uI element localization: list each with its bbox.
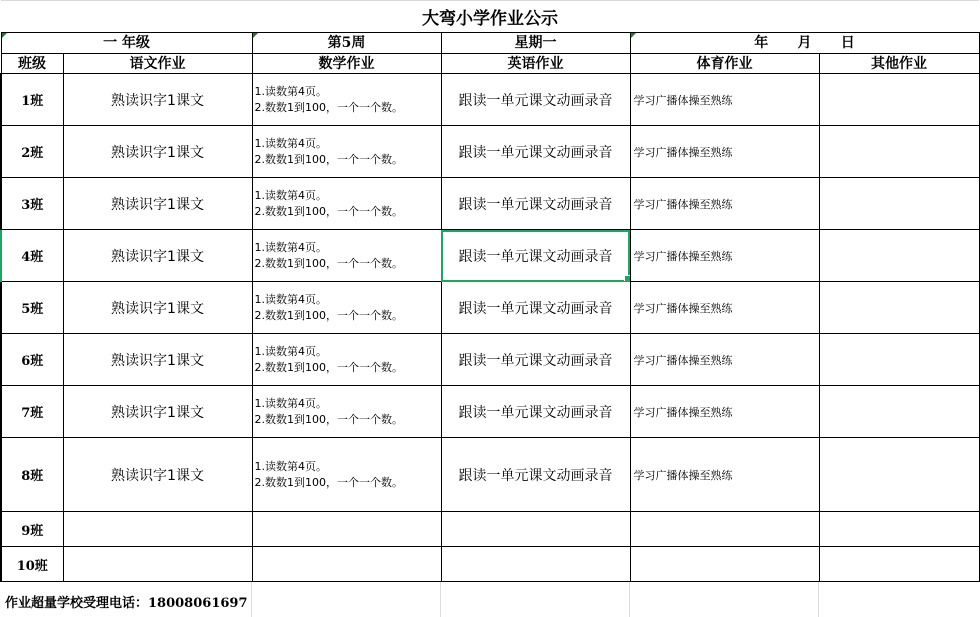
table-row (1, 547, 979, 582)
class-cell[interactable]: 2班 (1, 126, 63, 178)
math-line: 1.读数第4页。 (254, 136, 327, 150)
pe-cell[interactable] (630, 512, 819, 547)
other-cell[interactable] (819, 74, 979, 126)
other-cell[interactable] (819, 126, 979, 178)
pe-cell[interactable] (630, 547, 819, 582)
math-cell[interactable] (252, 386, 441, 438)
col-header-english[interactable]: 英语作业 (441, 54, 630, 74)
col-header-other[interactable]: 其他作业 (819, 54, 979, 74)
other-cell[interactable] (819, 386, 979, 438)
table-row (1, 334, 979, 386)
table-row (1, 230, 979, 282)
english-cell[interactable]: 跟读一单元课文动画录音 (441, 334, 630, 386)
pe-cell[interactable]: 学习广播体操至熟练 (630, 386, 819, 438)
pe-cell[interactable]: 学习广播体操至熟练 (630, 178, 819, 230)
pe-cell[interactable]: 学习广播体操至熟练 (630, 74, 819, 126)
english-cell[interactable]: 跟读一单元课文动画录音 (441, 178, 630, 230)
class-cell[interactable]: 1班 (1, 74, 63, 126)
gridline (440, 582, 441, 617)
math-line: 1.读数第4页。 (254, 459, 327, 473)
math-line: 1.读数第4页。 (254, 84, 327, 98)
math-cell[interactable] (252, 230, 441, 282)
table-row (1, 438, 979, 512)
table-row (1, 282, 979, 334)
math-cell[interactable] (252, 178, 441, 230)
chinese-cell[interactable]: 熟读识字1课文 (63, 334, 252, 386)
chinese-cell[interactable]: 熟读识字1课文 (63, 386, 252, 438)
footer-row (0, 582, 980, 617)
math-cell[interactable] (252, 74, 441, 126)
math-cell[interactable] (252, 282, 441, 334)
other-cell[interactable] (819, 334, 979, 386)
chinese-cell[interactable]: 熟读识字1课文 (63, 282, 252, 334)
english-cell[interactable]: 跟读一单元课文动画录音 (441, 386, 630, 438)
math-cell[interactable] (252, 438, 441, 512)
math-line: 1.读数第4页。 (254, 240, 327, 254)
other-cell[interactable] (819, 230, 979, 282)
col-header-math[interactable]: 数学作业 (252, 54, 441, 74)
math-line: 1.读数第4页。 (254, 292, 327, 306)
english-cell[interactable]: 跟读一单元课文动画录音 (441, 438, 630, 512)
other-cell[interactable] (819, 438, 979, 512)
english-cell-selected[interactable]: 跟读一单元课文动画录音 (441, 230, 630, 282)
chinese-cell[interactable]: 熟读识字1课文 (63, 438, 252, 512)
math-line: 2.数数1到100，一个一个数。 (254, 256, 403, 270)
sheet-title[interactable]: 大弯小学作业公示 (1, 1, 979, 33)
math-line: 2.数数1到100，一个一个数。 (254, 360, 403, 374)
chinese-cell[interactable]: 熟读识字1课文 (63, 74, 252, 126)
chinese-cell[interactable] (63, 512, 252, 547)
pe-cell[interactable]: 学习广播体操至熟练 (630, 438, 819, 512)
table-row (1, 126, 979, 178)
math-line: 2.数数1到100，一个一个数。 (254, 152, 403, 166)
class-cell[interactable]: 10班 (1, 547, 63, 582)
complaint-hotline[interactable]: 作业超量学校受理电话：18008061697 (5, 596, 248, 611)
math-line: 2.数数1到100，一个一个数。 (254, 475, 403, 489)
english-cell[interactable]: 跟读一单元课文动画录音 (441, 74, 630, 126)
gridline (818, 582, 819, 617)
english-cell[interactable] (441, 512, 630, 547)
math-cell[interactable] (252, 126, 441, 178)
class-cell[interactable]: 4班 (1, 230, 63, 282)
pe-cell[interactable]: 学习广播体操至熟练 (630, 334, 819, 386)
pe-cell[interactable]: 学习广播体操至熟练 (630, 230, 819, 282)
chinese-cell[interactable] (63, 547, 252, 582)
chinese-cell[interactable]: 熟读识字1课文 (63, 230, 252, 282)
table-row (1, 74, 979, 126)
math-line: 2.数数1到100，一个一个数。 (254, 412, 403, 426)
english-cell[interactable]: 跟读一单元课文动画录音 (441, 126, 630, 178)
class-cell[interactable]: 7班 (1, 386, 63, 438)
pe-cell[interactable]: 学习广播体操至熟练 (630, 126, 819, 178)
math-cell[interactable] (252, 334, 441, 386)
class-cell[interactable]: 6班 (1, 334, 63, 386)
grade-cell[interactable]: 一 年级 (1, 33, 252, 54)
math-cell[interactable] (252, 547, 441, 582)
table-row (1, 178, 979, 230)
weekday-cell[interactable]: 星期一 (441, 33, 630, 54)
math-line: 1.读数第4页。 (254, 344, 327, 358)
col-header-pe[interactable]: 体育作业 (630, 54, 819, 74)
gridline (629, 582, 630, 617)
math-line: 1.读数第4页。 (254, 396, 327, 410)
chinese-cell[interactable]: 熟读识字1课文 (63, 126, 252, 178)
class-cell[interactable]: 3班 (1, 178, 63, 230)
date-cell[interactable]: 年 月 日 (630, 33, 979, 54)
table-row (1, 386, 979, 438)
table-row (1, 512, 979, 547)
other-cell[interactable] (819, 282, 979, 334)
other-cell[interactable] (819, 512, 979, 547)
english-cell[interactable]: 跟读一单元课文动画录音 (441, 282, 630, 334)
class-cell[interactable]: 8班 (1, 438, 63, 512)
chinese-cell[interactable]: 熟读识字1课文 (63, 178, 252, 230)
gridline (251, 582, 252, 617)
col-header-chinese[interactable]: 语文作业 (63, 54, 252, 74)
week-cell[interactable]: 第5周 (252, 33, 441, 54)
class-cell[interactable]: 9班 (1, 512, 63, 547)
pe-cell[interactable]: 学习广播体操至熟练 (630, 282, 819, 334)
english-cell[interactable] (441, 547, 630, 582)
math-line: 2.数数1到100，一个一个数。 (254, 100, 403, 114)
math-line: 1.读数第4页。 (254, 188, 327, 202)
other-cell[interactable] (819, 178, 979, 230)
class-cell[interactable]: 5班 (1, 282, 63, 334)
math-cell[interactable] (252, 512, 441, 547)
math-line: 2.数数1到100，一个一个数。 (254, 204, 403, 218)
col-header-class[interactable]: 班级 (1, 54, 63, 74)
other-cell[interactable] (819, 547, 979, 582)
math-line: 2.数数1到100，一个一个数。 (254, 308, 403, 322)
